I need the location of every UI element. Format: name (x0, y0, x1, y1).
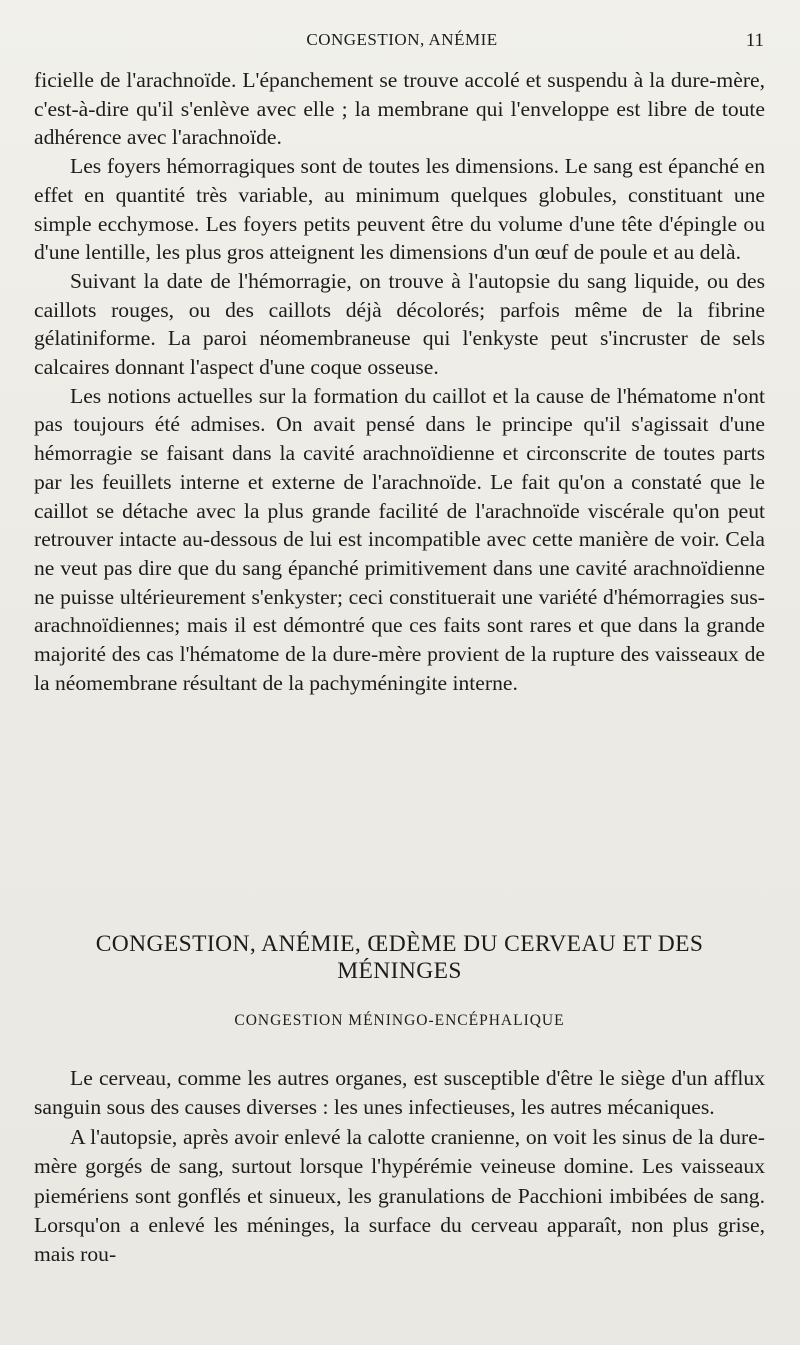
running-title: CONGESTION, ANÉMIE (306, 30, 498, 49)
section-title: CONGESTION, ANÉMIE, ŒDÈME DU CERVEAU ET DES MÉNINGES (95, 931, 704, 984)
paragraph: Les foyers hémorragiques sont de toutes les dimensions. Le sang est épanché en effet en quantité très variable, au minimum quelques globules, constituant une simple ecchymose. Les foyers petits peuvent être du volume d'une tête d'épingle ou d'une lentille, les plus gros atteignent les dimensions d'un œuf de poule et au delà. (34, 154, 765, 265)
paragraph: ficielle de l'arachnoïde. L'épanchement se trouve accolé et suspendu à la dure-mère, c'est-à-dire qu'il s'enlève avec elle ; la membrane qui l'enveloppe est libre de toute adhérence avec l'arachnoïde. (34, 68, 765, 150)
body-text-bottom (34, 1064, 765, 1270)
page-number: 11 (745, 30, 764, 51)
running-head (34, 30, 770, 56)
subsection-title: CONGESTION MÉNINGO-ENCÉPHALIQUE (234, 1012, 565, 1029)
body-text-top (34, 66, 765, 697)
paragraph: A l'autopsie, après avoir enlevé la calotte cranienne, on voit les sinus de la dure-mère gorgés de sang, surtout lorsque l'hypérémie veineuse domine. Les vaisseaux piemériens sont gonflés et sinueux, les granulations de Pacchioni imbibées de sang. Lorsqu'on a enlevé les méninges, la surface du cerveau apparaît, non plus grise, mais rou- (34, 1124, 765, 1267)
paragraph: Le cerveau, comme les autres organes, est susceptible d'être le siège d'un afflux sanguin sous des causes diverses : les unes infectieuses, les autres mécaniques. (34, 1066, 765, 1120)
paragraph: Les notions actuelles sur la formation du caillot et la cause de l'hématome n'ont pas toujours été admises. On avait pensé dans le principe qu'il s'agissait d'une hémorragie se faisant dans la cavité arachnoïdienne et circonscrite de toutes parts par les feuillets interne et externe de l'arachnoïde. Le fait qu'on a constaté que le caillot se détache avec la plus grande facilité de l'arachnoïde viscérale qu'on peut retrouver intacte au-dessous de lui est incompatible avec cette manière de voir. Cela ne veut pas dire que du sang épanché primitivement dans une cavité arachnoïdienne ne puisse ultérieurement s'enkyster; ceci constituerait une variété d'hémorragies sus-arachnoïdiennes; mais il est démontré que ces faits sont rares et que dans la grande majorité des cas l'hématome de la dure-mère provient de la rupture des vaisseaux de la néomembrane résultant de la pachyméningite interne. (34, 383, 765, 695)
paragraph: Suivant la date de l'hémorragie, on trouve à l'autopsie du sang liquide, ou des caillots rouges, ou des caillots déjà décolorés; parfois même de la fibrine gélatiniforme. La paroi néomembraneuse qui l'enkyste peut s'incruster de sels calcaires donnant l'aspect d'une coque osseuse. (34, 268, 765, 380)
